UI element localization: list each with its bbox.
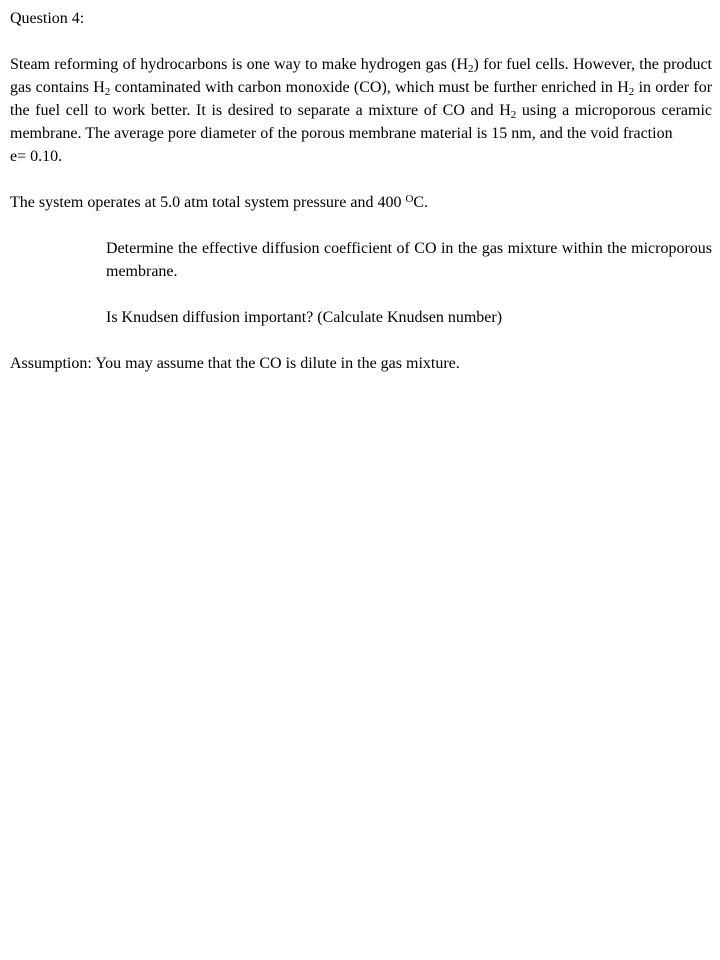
subscript: 2 <box>628 86 635 98</box>
task-effective-diffusion: Determine the effective diffusion coefficient of CO in the gas mixture within the microporous membrane. <box>106 240 712 280</box>
statement-text: in order for the fuel cell to work better. It is desired to separate a mixture of CO and H <box>10 79 713 119</box>
question-page <box>10 0 712 375</box>
spacer <box>10 283 712 306</box>
operating-conditions <box>10 191 712 214</box>
subscript: 2 <box>104 86 111 98</box>
task-knudsen-number: Is Knudsen diffusion important? (Calculate Knudsen number) <box>106 309 503 326</box>
assumption-note: Assumption: You may assume that the CO is dilute in the gas mixture. <box>10 355 460 372</box>
statement-text: Steam reforming of hydrocarbons is one way to make hydrogen gas (H <box>10 56 469 73</box>
problem-statement <box>10 53 712 145</box>
statement-text: using a microporous ceramic membrane. The average pore diameter of the porous membrane material is 15 nm, and the void fraction <box>10 102 712 142</box>
subscript: 2 <box>468 63 474 75</box>
degree-superscript: O <box>405 193 414 205</box>
conditions-text: The system operates at 5.0 atm total system pressure and 400 <box>10 194 406 211</box>
statement-text: ) for fuel cells. However, the product gas contains H <box>10 56 713 96</box>
subscript: 2 <box>510 109 517 121</box>
spacer <box>10 30 712 53</box>
spacer <box>10 214 712 237</box>
spacer <box>10 329 712 352</box>
void-fraction-line: e= 0.10. <box>10 148 63 165</box>
spacer <box>10 168 712 191</box>
statement-text: contaminated with carbon monoxide (CO), which must be further enriched in H <box>110 79 629 96</box>
conditions-text: C. <box>413 194 429 211</box>
question-title: Question 4: <box>10 10 85 27</box>
